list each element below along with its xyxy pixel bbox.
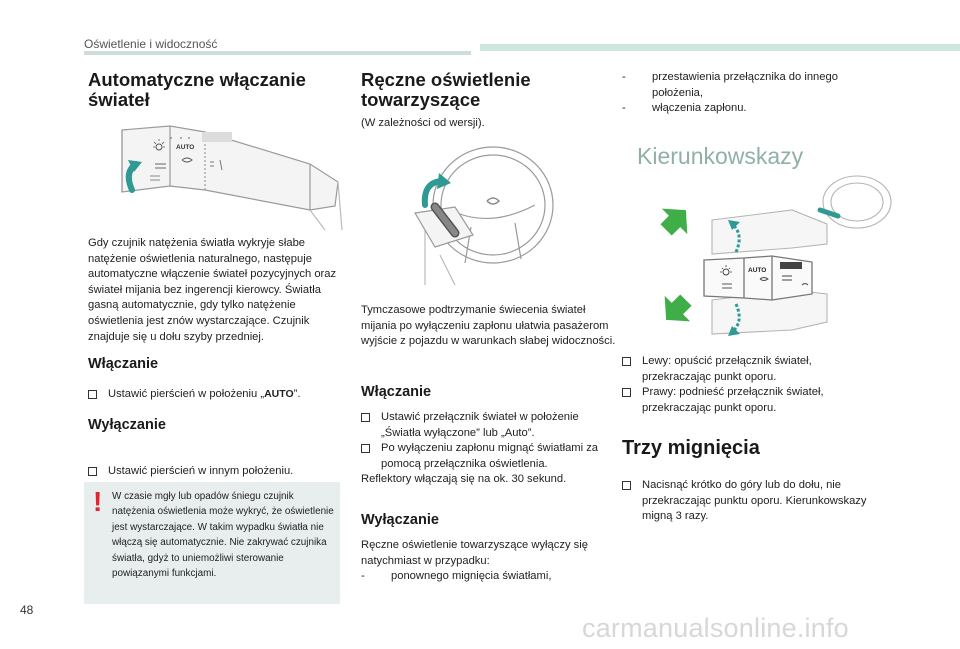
section-header: Oświetlenie i widoczność (84, 37, 218, 51)
checkbox-bullet-icon (88, 464, 97, 482)
col1-off-heading: Wyłączanie (88, 417, 166, 433)
warning-box (84, 482, 340, 604)
col1-body: Gdy czujnik natężenia światła wykryje słabe natężenie oświetlenia naturalnego, następuje automatyczne włączenie świateł pozycyjnych oraz świateł mijania bez ingerencji kierowcy. Światła gasną automatycznie, gdy tylko natężenie oświetlenia jest znów wystarczające. Czujnik znajduje się u dołu szyby przedniej. (88, 237, 337, 343)
col2-off-block (361, 538, 611, 585)
three-flashes-title: Trzy mignięcia (622, 437, 760, 459)
turn-signals-title: Kierunkowskazy (637, 143, 804, 169)
steering-wheel-illustration (395, 135, 555, 290)
auto-lights-stalk-illustration (110, 120, 345, 232)
col1-on-item: Ustawić pierścień w położeniu „AUTO”. (88, 387, 363, 403)
watermark: carmanualsonline.info (582, 613, 849, 643)
checkbox-bullet-icon (361, 410, 370, 428)
list-item: Po wyłączeniu zapłonu mignąć światłami za pomocą przełącznika oświetlenia. (361, 441, 616, 472)
col2-off-heading: Wyłączanie (361, 512, 439, 528)
list-item: - przestawienia przełącznika do innego położenia, (622, 71, 838, 99)
col2-on-heading: Włączanie (361, 384, 432, 400)
turn-signal-illustration (652, 172, 892, 347)
checkbox-bullet-icon (361, 441, 370, 459)
turn-signal-list (622, 354, 872, 416)
svg-text:AUTO: AUTO (748, 267, 767, 274)
list-item: - ponownego mignięcia światłami, (361, 570, 552, 583)
list-item: Prawy: podnieść przełącznik świateł, przekraczając punkt oporu. (622, 385, 872, 416)
list-item: Ustawić przełącznik świateł w położenie „Światła wyłączone” lub „Auto”. (361, 410, 616, 441)
col2-on-list (361, 410, 616, 488)
col2-on-after: Reflektory włączają się na ok. 30 sekund. (361, 473, 567, 486)
col2-title: Ręczne oświetlenie towarzyszące (361, 69, 531, 110)
checkbox-bullet-icon (622, 385, 631, 403)
warning-exclamation-icon: ! (93, 486, 103, 517)
list-item: Nacisnąć krótko do góry lub do dołu, nie przekraczając punktu oporu. Kierunkowskazy migną 3 razy. (622, 478, 872, 525)
header-divider (84, 51, 471, 55)
col1-title: Automatyczne włączanie świateł (88, 69, 306, 110)
checkbox-bullet-icon (88, 387, 97, 405)
svg-text:AUTO: AUTO (176, 144, 195, 151)
col2-off-text: Ręczne oświetlenie towarzyszące wyłączy się natychmiast w przypadku: (361, 539, 588, 567)
left-arrow-icon (653, 287, 698, 332)
list-item: - włączenia zapłonu. (622, 102, 747, 115)
col1-on-heading: Włączanie (88, 356, 159, 372)
right-arrow-icon (653, 197, 698, 242)
warning-text: W czasie mgły lub opadów śniegu czujnik natężenia oświetlenia może wykryć, że oświetlenie jest wystarczające. W takim wypadku światła nie włączą się automatycznie. Nie zakrywać czujnika światła, gdyż to uniemożliwi sterowanie powiązanymi funkcjami. (112, 491, 334, 580)
page-number: 48 (20, 603, 34, 617)
list-item: Lewy: opuścić przełącznik świateł, przekraczając punkt oporu. (622, 354, 872, 385)
col1-off-item: Ustawić pierścień w innym położeniu. (88, 464, 363, 480)
col3-off-list-cont (622, 70, 862, 117)
version-note: (W zależności od wersji). (361, 117, 485, 129)
checkbox-bullet-icon (622, 478, 631, 496)
three-flashes-list (622, 478, 872, 525)
col2-body: Tymczasowe podtrzymanie świecenia świateł mijania po wyłączeniu zapłonu ułatwia pasażerom wyjście z pojazdu w warunkach słabej widoczności. (361, 304, 616, 348)
flash-arrow-icon (425, 173, 451, 205)
header-accent-bar (480, 44, 960, 51)
checkbox-bullet-icon (622, 354, 631, 372)
